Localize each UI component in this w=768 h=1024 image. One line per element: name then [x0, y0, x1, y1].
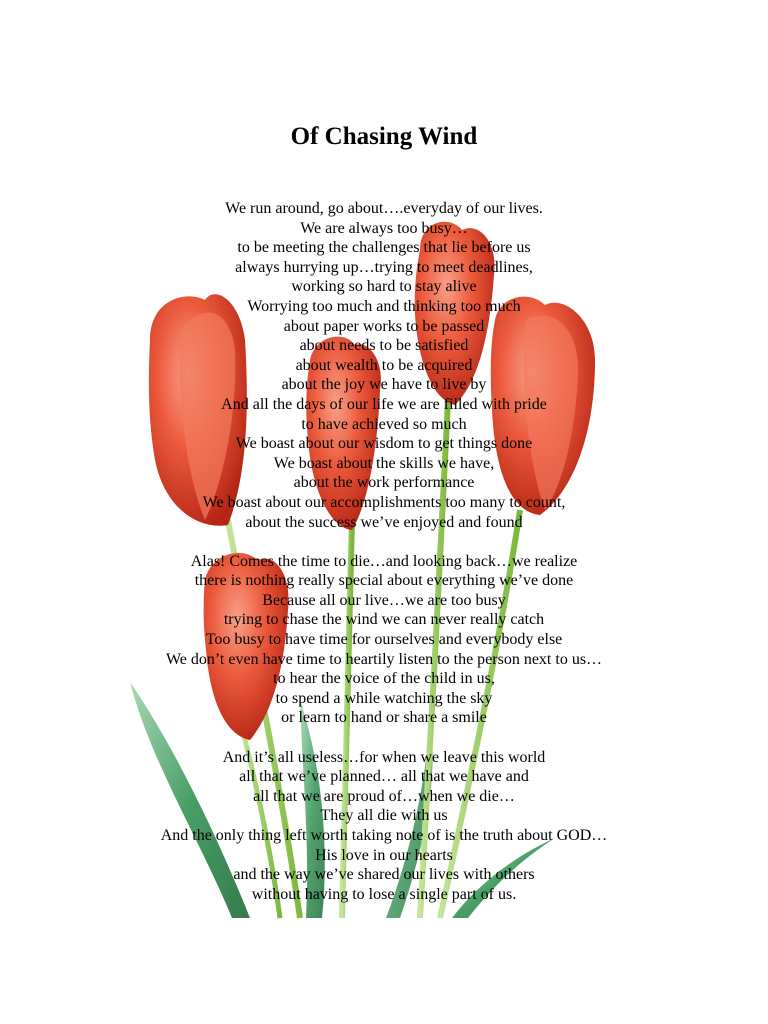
poem-line: to be meeting the challenges that lie before us — [237, 239, 531, 257]
poem-line: about wealth to be acquired — [295, 356, 473, 374]
poem-line: all that we’ve planned… all that we have and — [239, 768, 529, 786]
poem-line: working so hard to stay alive — [291, 278, 477, 296]
poem-line: We boast about the skills we have, — [273, 454, 495, 472]
poem-line: We run around, go about….everyday of our lives. — [225, 200, 543, 217]
poem-line: about the success we’ve enjoyed and found — [245, 513, 523, 531]
poem-line: They all die with us — [320, 807, 448, 825]
poem-line: to have achieved so much — [301, 415, 467, 433]
poem-line: We are always too busy… — [300, 219, 468, 237]
poem-line: trying to chase the wind we can never really catch — [223, 611, 545, 629]
poem-line: there is nothing really special about everything we’ve done — [194, 572, 574, 590]
poem-line: or learn to hand or share a smile — [281, 709, 487, 727]
poem-line: And the only thing left worth taking note of is the truth about GOD… — [160, 827, 608, 844]
poem-line: all that we are proud of…when we die… — [253, 787, 515, 805]
poem-line: Worrying too much and thinking too much — [247, 297, 521, 315]
poem-line: We boast about our wisdom to get things done — [235, 435, 533, 453]
poem-body — [0, 199, 768, 924]
poem-line: And it’s all useless…for when we leave this world — [222, 748, 546, 766]
poem-line: about paper works to be passed — [283, 317, 485, 335]
poem-line: always hurrying up…trying to meet deadlines, — [235, 258, 533, 276]
poem-stanza — [0, 199, 768, 532]
poem-line: without having to lose a single part of us. — [251, 885, 517, 903]
poem-line: and the way we’ve shared our lives with others — [233, 866, 535, 884]
poem-stanza — [0, 748, 768, 905]
page-title: Of Chasing Wind — [290, 123, 478, 150]
poem-line: about the work performance — [293, 474, 475, 492]
poem-line: to hear the voice of the child in us, — [273, 670, 495, 688]
poem-line: His love in our hearts — [315, 846, 453, 864]
poem-line: about the joy we have to live by — [281, 376, 487, 394]
poem-line: Too busy to have time for ourselves and everybody else — [205, 631, 563, 649]
poem-line: to spend a while watching the sky — [275, 689, 493, 707]
poem-stanza — [0, 552, 768, 728]
poem-line: We don’t even have time to heartily listen to the person next to us… — [165, 650, 603, 668]
poem-line: Because all our live…we are too busy — [262, 591, 506, 609]
poem-line: And all the days of our life we are filled with pride — [221, 395, 547, 413]
poem-line: We boast about our accomplishments too many to count, — [202, 493, 566, 511]
poem-line: Alas! Comes the time to die…and looking back…we realize — [190, 552, 578, 570]
poem-line: about needs to be satisfied — [299, 337, 469, 355]
